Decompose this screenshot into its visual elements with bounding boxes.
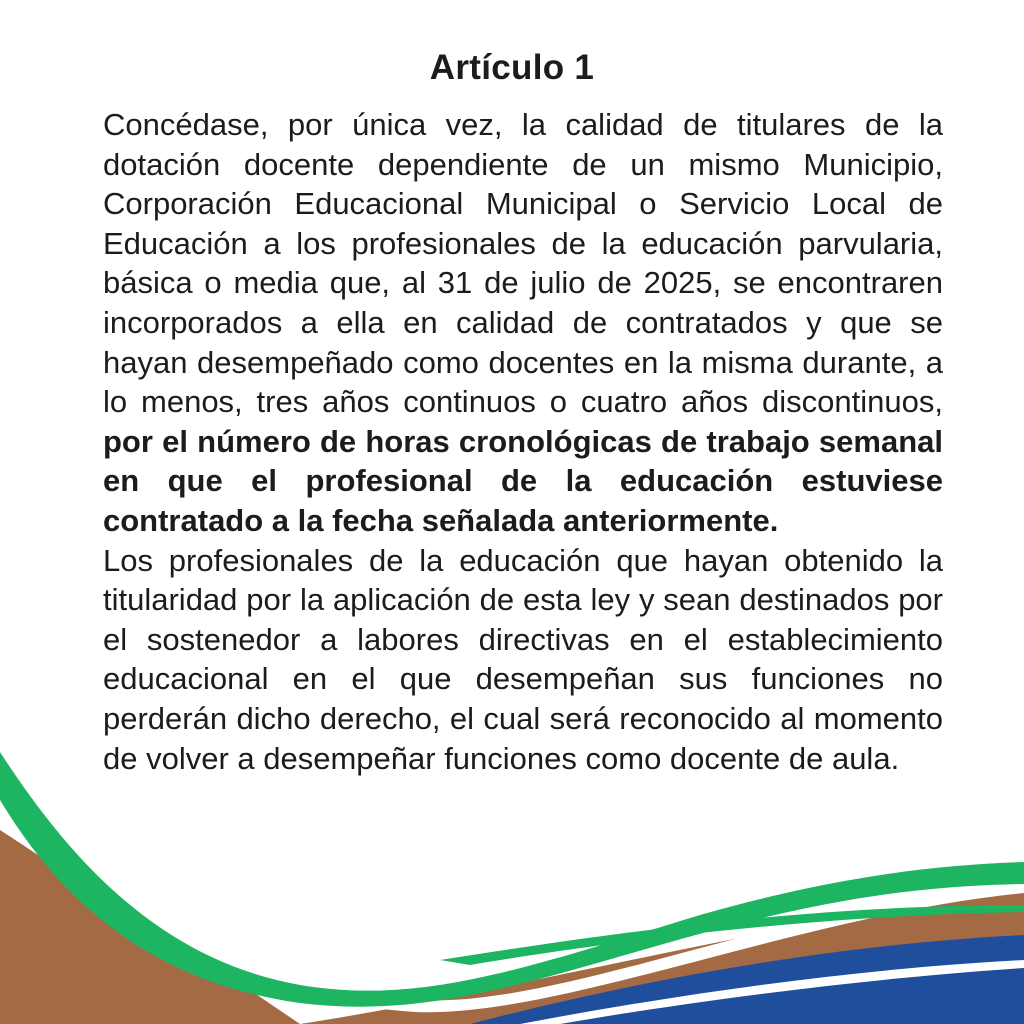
paragraph-1-text: Concédase, por única vez, la calidad de titulares de la dotación docente dependiente de un mismo Municipio, Corporación Educacional Municipal o Servicio Local de Educación a los profesionales de la educación parvularia, básica o media que, al 31 de julio de 2025, se encontraren incorporados a ella en calidad de contratados y que se hayan desempeñado como docentes en la misma durante, a lo menos, tres años continuos o cuatro años discontinuos, (103, 107, 943, 420)
article-title: Artículo 1 (429, 48, 595, 87)
paragraph-1-bold-text: por el número de horas cronológicas de trabajo semanal en que el profesional de la educación estuviese contratado a la fecha señalada anteriormente. (103, 423, 943, 538)
article-body (103, 105, 943, 778)
article-paragraph-2: Los profesionales de la educación que hayan obtenido la titularidad por la aplicación de esta ley y sean destinados por el sostenedor a labores directivas en el establecimiento educacional en el que desempeñan sus funciones no perderán dicho derecho, el cual será reconocido al momento de volver a desempeñar funciones como docente de aula. (103, 542, 943, 776)
article-paragraph-1 (103, 105, 943, 541)
